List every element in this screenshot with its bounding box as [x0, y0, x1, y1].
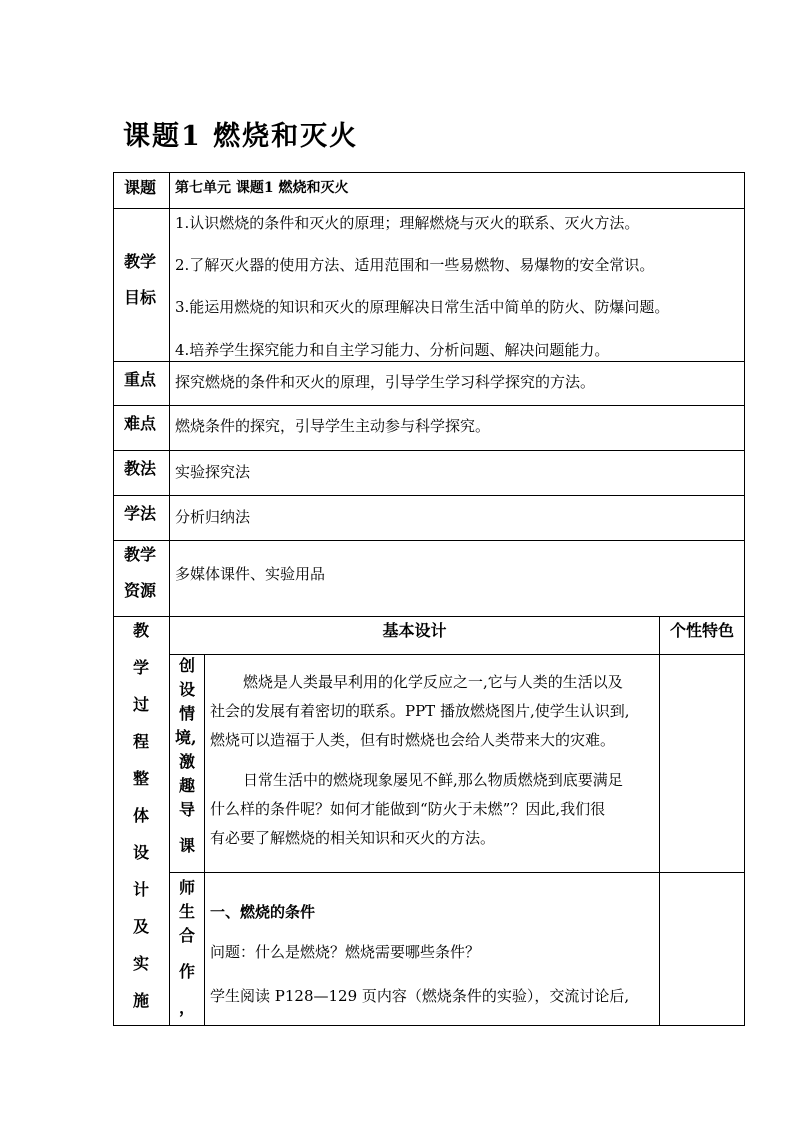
teaching-method-value: 实验探究法	[175, 463, 251, 481]
difficulty-label: 难点	[124, 414, 157, 433]
intro-line: 有必要了解燃烧的相关知识和灭火的方法。	[210, 829, 496, 847]
intro-line: 日常生活中的燃烧现象屡见不鲜,那么物质燃烧到底要满足	[243, 771, 623, 789]
key-point-value: 探究燃烧的条件和灭火的原理，引导学生学习科学探究的方法。	[175, 373, 596, 391]
table-divider-section	[204, 654, 205, 1026]
intro-line: 燃烧可以造福于人类，但有时燃烧也会给人类带来大的灾难。	[210, 731, 616, 749]
row-sep	[113, 616, 745, 617]
learning-method-label: 学法	[124, 504, 157, 523]
row-sep	[169, 654, 745, 655]
row-sep	[113, 208, 745, 209]
goals-label: 教学	[124, 252, 157, 271]
intro-line: 燃烧是人类最早利用的化学反应之一,它与人类的生活以及	[243, 673, 623, 691]
resources-label: 教学	[124, 545, 157, 564]
table-border-left	[113, 172, 114, 1026]
resources-value: 多媒体课件、实验用品	[175, 565, 326, 583]
section-reading: 学生阅读 P128—129 页内容（燃烧条件的实验），交流讨论后,	[210, 987, 630, 1005]
topic-label: 课题	[124, 178, 157, 197]
topic-value: 第七单元 课题1 燃烧和灭火	[175, 180, 349, 196]
intro-line: 什么样的条件呢？如何才能做到“防火于未燃”？因此,我们很	[210, 800, 606, 818]
page-title: 课题1 燃烧和灭火	[123, 121, 359, 152]
resources-label: 资源	[124, 581, 157, 600]
table-border-top	[113, 172, 745, 173]
table-divider-label	[169, 172, 170, 1026]
goal-item: 2.了解灭火器的使用方法、适用范围和一些易燃物、易爆物的安全常识。	[175, 256, 655, 274]
goals-label: 目标	[124, 288, 157, 307]
row-sep	[113, 540, 745, 541]
goal-item: 4.培养学生探究能力和自主学习能力、分析问题、解决问题能力。	[175, 341, 610, 359]
row-sep	[113, 495, 745, 496]
section-heading: 一、燃烧的条件	[210, 903, 316, 921]
row-sep	[113, 405, 745, 406]
table-border-right	[744, 172, 745, 1026]
table-border-bottom	[113, 1025, 745, 1026]
table-divider-feature	[659, 616, 660, 1026]
intro-line: 社会的发展有着密切的联系。PPT 播放燃烧图片,使学生认识到,	[210, 702, 630, 720]
goal-item: 3.能运用燃烧的知识和灭火的原理解决日常生活中简单的防火、防爆问题。	[175, 298, 670, 316]
row-sep	[113, 361, 745, 362]
section-question: 问题：什么是燃烧？燃烧需要哪些条件？	[210, 943, 481, 961]
difficulty-value: 燃烧条件的探究，引导学生主动参与科学探究。	[175, 417, 491, 435]
learning-method-value: 分析归纳法	[175, 508, 251, 526]
teaching-method-label: 教法	[124, 459, 157, 478]
key-point-label: 重点	[124, 370, 157, 389]
row-sep	[169, 872, 745, 873]
row-sep	[113, 450, 745, 451]
header-basic-design: 基本设计	[382, 621, 447, 640]
goal-item: 1.认识燃烧的条件和灭火的原理；理解燃烧与灭火的联系、灭火方法。	[175, 214, 640, 232]
header-personal-feature: 个性特色	[669, 621, 734, 640]
